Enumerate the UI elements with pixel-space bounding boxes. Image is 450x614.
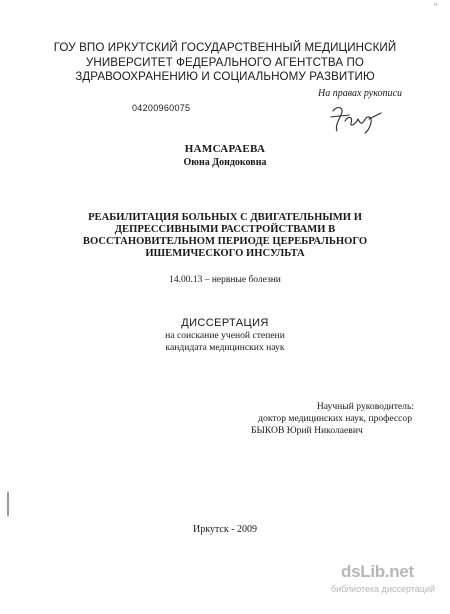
supervisor-name: БЫКОВ Юрий Николаевич <box>251 425 363 436</box>
specialty-code: 14.00.13 – нервные болезни <box>169 275 281 285</box>
title-line: ВОССТАНОВИТЕЛЬНОМ ПЕРИОДЕ ЦЕРЕБРАЛЬНОГО <box>82 236 368 247</box>
rights-notice: На правах рукописи <box>318 88 402 99</box>
supervisor-role: Научный руководитель: <box>316 401 414 412</box>
document-type: ДИССЕРТАЦИЯ <box>181 317 269 329</box>
watermark-subtitle: библиотека диссертаций <box>331 584 436 594</box>
document-number: 04200960075 <box>132 103 191 113</box>
author-first-names: Оюна Дондоковна <box>183 157 267 168</box>
title-line: ИШЕМИЧЕСКОГО ИНСУЛЬТА <box>145 248 305 259</box>
supervisor-rank: доктор медицинских наук, профессор <box>258 413 412 424</box>
degree-line: на соискание ученой степени <box>165 330 285 341</box>
organization-line: УНИВЕРСИТЕТ ФЕДЕРАЛЬНОГО АГЕНТСТВА ПО <box>85 55 365 69</box>
organization-header <box>0 41 450 85</box>
degree-description <box>0 330 450 354</box>
title-line: ДЕПРЕССИВНЫМИ РАССТРОЙСТВАМИ В <box>114 224 336 235</box>
corner-mark: " <box>434 2 438 12</box>
dissertation-title <box>0 212 450 260</box>
organization-line: ЗДРАВООХРАНЕНИЮ И СОЦИАЛЬНОМУ РАЗВИТИЮ <box>75 70 375 84</box>
city-year: Иркутск - 2009 <box>192 524 258 535</box>
watermark-logo: dsLib.net <box>341 562 414 581</box>
supervisor-block <box>228 401 418 437</box>
degree-line: кандидата медицинских наук <box>165 342 285 353</box>
handwritten-signature <box>325 101 383 135</box>
title-line: РЕАБИЛИТАЦИЯ БОЛЬНЫХ С ДВИГАТЕЛЬНЫМИ И <box>88 212 362 223</box>
author-last-name: НАМСАРАЕВА <box>184 143 266 155</box>
scan-artifact <box>7 492 9 516</box>
organization-line: ГОУ ВПО ИРКУТСКИЙ ГОСУДАРСТВЕННЫЙ МЕДИЦИНСКИЙ <box>53 41 397 54</box>
